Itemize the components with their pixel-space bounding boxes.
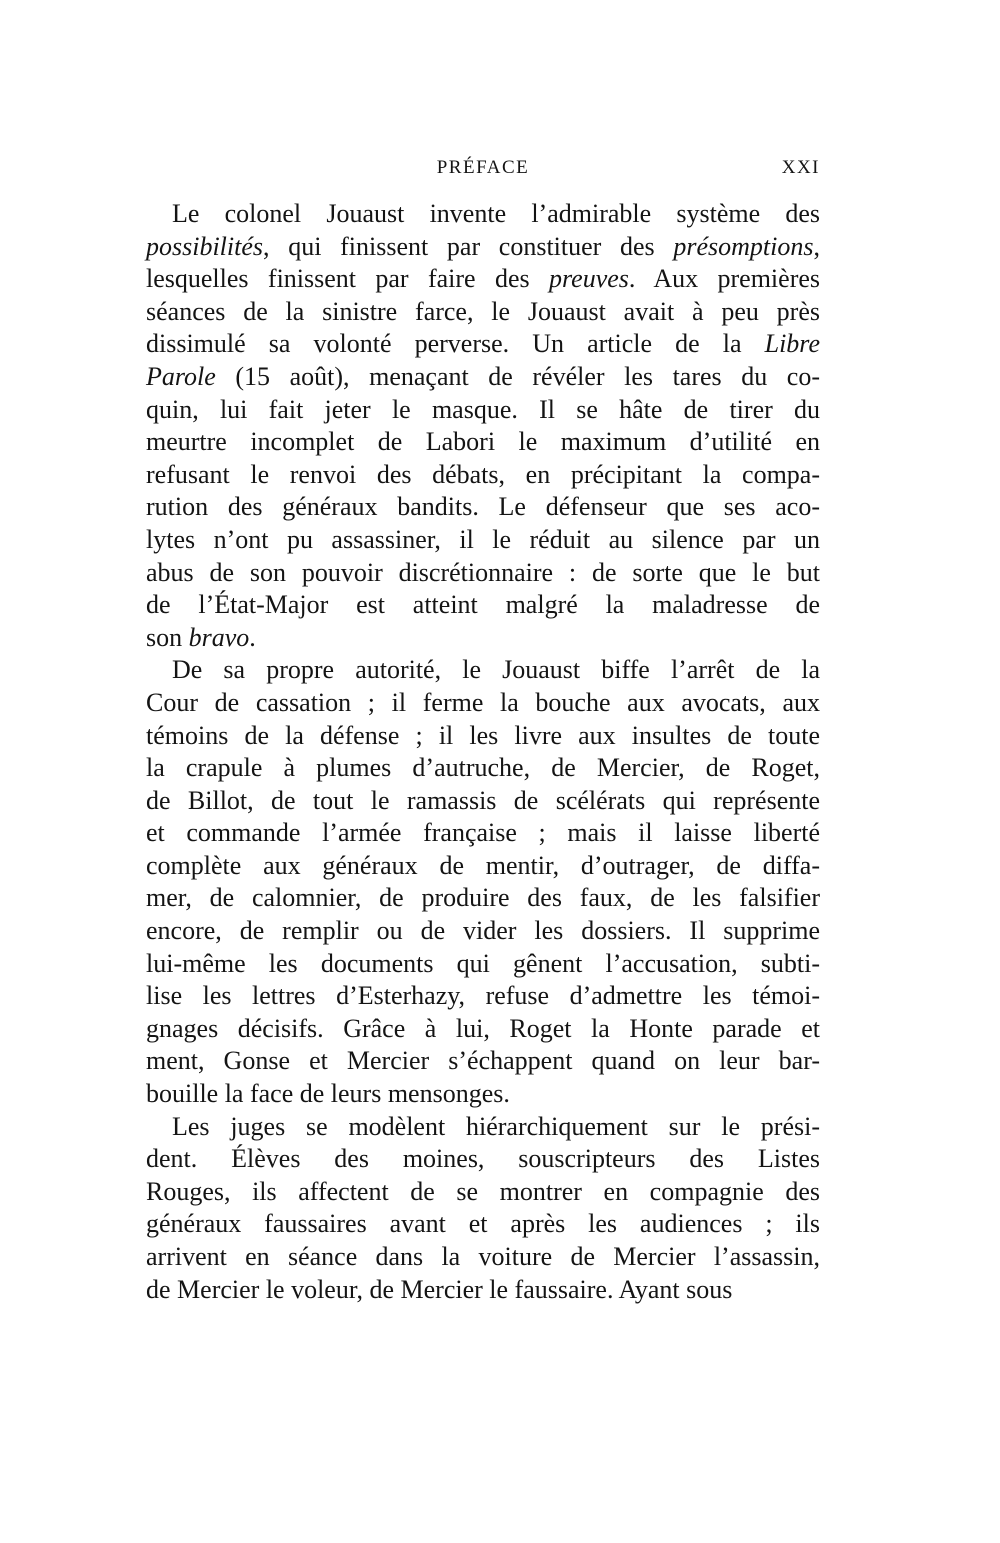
text-run: meurtre incomplet de Labori le maximum d’utilité en [146, 427, 820, 457]
text-run: de Billot, de tout le ramassis de scélérats qui représente [146, 785, 820, 815]
text-line [146, 589, 820, 622]
text-line [146, 654, 820, 687]
text-run: dent. Élèves des moines, souscripteurs des Listes [146, 1144, 820, 1174]
text-line [146, 1208, 820, 1241]
italic-term: présomptions [673, 231, 814, 261]
text-run: arrivent en séance dans la voiture de Mercier l’assassin, [146, 1242, 820, 1271]
text-line [146, 328, 820, 361]
text-run: lui-même les documents qui gênent l’accusation, subti- [146, 948, 820, 978]
text-line [146, 231, 820, 264]
text-run: rution des généraux bandits. Le défenseur que ses aco- [146, 492, 820, 522]
text-line [146, 850, 820, 883]
text-run: , [813, 231, 820, 261]
text-line [146, 1274, 820, 1307]
text-run: Cour de cassation ; il ferme la bouche aux avocats, aux [146, 687, 820, 717]
text-run: séances de la sinistre farce, le Jouaust avait à peu près [146, 296, 820, 326]
text-run: Rouges, ils affectent de se montrer en compagnie des [146, 1176, 820, 1206]
text-run: généraux faussaires avant et après les audiences ; ils [146, 1209, 820, 1239]
text-line [146, 1176, 820, 1209]
text-run: De sa propre autorité, le Jouaust biffe l’arrêt de la [172, 655, 820, 685]
text-run: et commande l’armée française ; mais il laisse liberté [146, 818, 820, 848]
text-run: complète aux généraux de mentir, d’outrager, de diffa- [146, 850, 820, 880]
text-line [146, 394, 820, 427]
text-line [146, 263, 820, 296]
text-line [146, 1143, 820, 1176]
text-line [146, 1013, 820, 1046]
text-run: son [146, 622, 189, 652]
text-run: quin, lui fait jeter le masque. Il se hâte de tirer du [146, 394, 820, 424]
italic-term: bravo [188, 622, 250, 652]
text-run: (15 août), menaçant de révéler les tares du co- [215, 361, 820, 391]
text-line [146, 198, 820, 231]
text-line [146, 882, 820, 915]
italic-term: Parole [146, 361, 216, 391]
text-line [146, 687, 820, 720]
text-line [146, 524, 820, 557]
text-run: refusant le renvoi des débats, en précipitant la compa- [146, 459, 820, 489]
text-line [146, 720, 820, 753]
text-run: Le colonel Jouaust invente l’admirable système des [172, 199, 820, 228]
text-line [146, 1078, 820, 1111]
text-run: lise les lettres d’Esterhazy, refuse d’admettre les témoi- [146, 981, 820, 1011]
text-line [146, 1241, 820, 1274]
text-run: la crapule à plumes d’autruche, de Mercier, de Roget, [146, 753, 820, 783]
text-line [146, 752, 820, 785]
text-run: dissimulé sa volonté perverse. Un article de la [146, 329, 765, 359]
text-run: de l’État-Major est atteint malgré la maladresse de [146, 590, 820, 620]
page-number: XXI [781, 157, 820, 178]
text-run: . Aux premières [628, 264, 821, 294]
paragraph [146, 654, 820, 1110]
text-run: , qui finissent par constituer des [263, 231, 674, 261]
paragraph [146, 1111, 820, 1307]
text-line [146, 426, 820, 459]
text-run: lesquelles finissent par faire des [146, 264, 549, 294]
paragraph [146, 198, 820, 654]
text-line [146, 915, 820, 948]
text-run: bouille la face de leurs mensonges. [146, 1079, 510, 1109]
text-line [146, 459, 820, 492]
text-run: Les juges se modèlent hiérarchiquement sur le prési- [172, 1111, 820, 1141]
text-line [146, 948, 820, 981]
text-run: mer, de calomnier, de produire des faux, de les falsifier [146, 883, 820, 913]
text-line [146, 785, 820, 818]
running-title: PRÉFACE [436, 157, 530, 178]
text-line [146, 296, 820, 329]
italic-term: Libre [764, 329, 820, 359]
text-line [146, 491, 820, 524]
text-run: gnages décisifs. Grâce à lui, Roget la Honte parade et [146, 1013, 820, 1043]
text-run: encore, de remplir ou de vider les dossiers. Il supprime [146, 916, 820, 946]
running-head [146, 157, 820, 187]
text-run: abus de son pouvoir discrétionnaire : de sorte que le but [146, 557, 820, 587]
text-line [146, 1045, 820, 1078]
text-line [146, 1111, 820, 1144]
italic-term: possibilités [146, 231, 264, 261]
text-run: . [249, 622, 256, 652]
text-run: ment, Gonse et Mercier s’échappent quand on leur bar- [146, 1046, 820, 1076]
text-run: témoins de la défense ; il les livre aux insultes de toute [146, 720, 820, 750]
body-text [146, 198, 820, 1306]
text-run: de Mercier le voleur, de Mercier le faussaire. Ayant sous [146, 1274, 733, 1304]
italic-term: preuves [549, 264, 629, 294]
text-line [146, 980, 820, 1013]
text-run: lytes n’ont pu assassiner, il le réduit au silence par un [146, 524, 820, 554]
text-line [146, 557, 820, 590]
text-line [146, 622, 820, 655]
text-line [146, 817, 820, 850]
text-line [146, 361, 820, 394]
